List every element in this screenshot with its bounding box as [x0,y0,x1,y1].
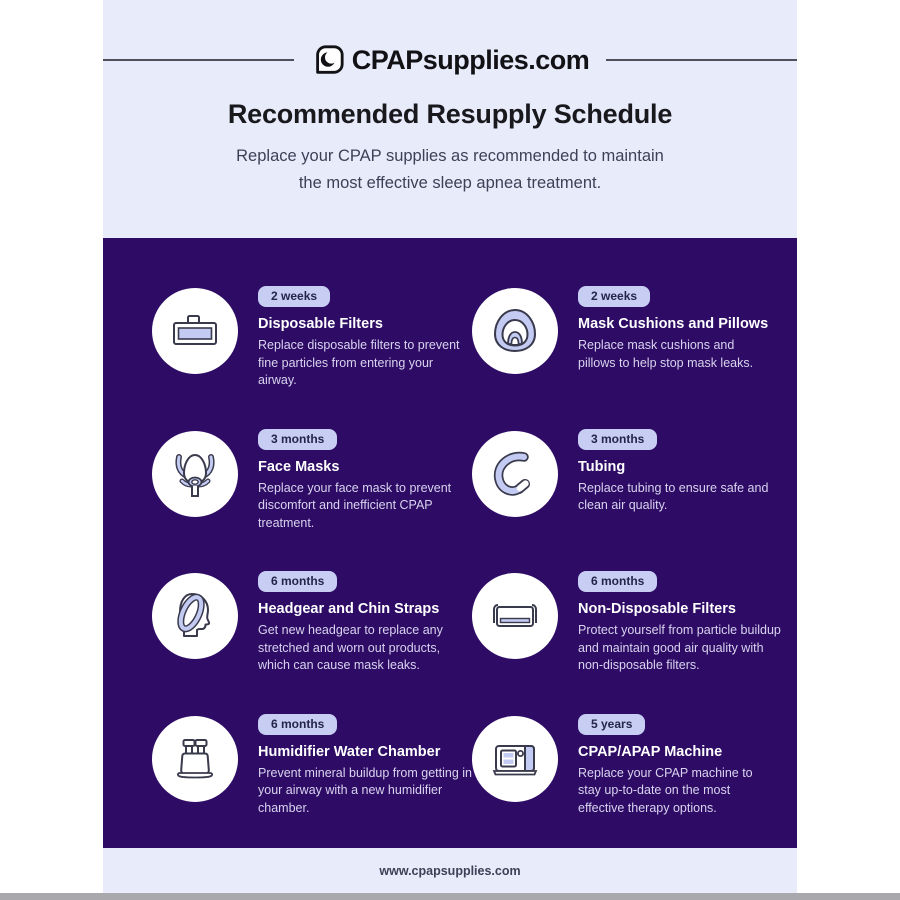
page-title: Recommended Resupply Schedule [227,99,673,129]
item-title: Headgear and Chin Straps [258,601,440,617]
item-description: Prevent mineral buildup from getting in your airway with a new humidifier chamber. [258,765,473,815]
cpap-machine-icon [487,731,543,787]
item-title: Humidifier Water Chamber [258,743,441,760]
item-tubing [472,429,792,544]
icon-circle [472,716,558,802]
item-description: Replace your face mask to prevent discomfort and inefficient CPAP treatment. [258,480,452,530]
header-rule-right [606,59,797,61]
item-headgear [152,571,472,686]
interval-badge: 6 months [578,571,657,592]
item-cpap-machine [472,714,792,829]
icon-circle [152,573,238,659]
interval-badge: 2 weeks [578,286,650,307]
item-title: CPAP/APAP Machine [578,743,723,760]
item-title: Face Masks [258,458,340,475]
mask-cushion-icon [487,303,543,359]
humidifier-chamber-icon [167,731,223,787]
item-non-disposable-filters [472,571,792,686]
face-mask-icon [167,446,223,502]
item-description: Replace tubing to ensure safe and clean air quality. [578,480,769,512]
icon-circle [472,288,558,374]
item-humidifier-chamber [152,714,472,829]
non-disposable-filter-icon [487,588,543,644]
infographic-page [103,0,797,893]
item-mask-cushions [472,286,792,401]
item-description: Protect yourself from particle buildup and maintain good air quality with non-disposable filters. [578,623,781,672]
icon-circle [472,573,558,659]
item-title: Tubing [578,458,626,475]
interval-badge: 3 months [258,429,337,450]
item-title: Non-Disposable Filters [578,601,736,617]
item-description: Replace your CPAP machine to stay up-to-date on the most effective therapy options. [578,765,753,815]
moon-bubble-icon [311,43,345,77]
schedule-panel [103,238,797,848]
item-title: Disposable Filters [258,316,383,332]
icon-circle [152,288,238,374]
item-description: Get new headgear to replace any stretched and worn out products, which can cause mask leaks. [258,623,443,672]
interval-badge: 2 weeks [258,286,330,307]
item-disposable-filters [152,286,472,401]
interval-badge: 5 years [578,714,645,735]
header-rule-left [103,59,294,61]
item-title: Mask Cushions and Pillows [578,316,769,332]
subtitle-line-1: Replace your CPAP supplies as recommended to maintain [236,147,664,165]
disposable-filter-icon [167,303,223,359]
brand-name: CPAPsupplies.com [351,44,590,75]
icon-circle [152,431,238,517]
icon-circle [152,716,238,802]
interval-badge: 6 months [258,714,337,735]
icon-circle [472,431,558,517]
item-description: Replace disposable filters to prevent fine particles from entering your airway. [258,338,460,387]
subtitle-line-2: the most effective sleep apnea treatment. [298,174,602,192]
item-description: Replace mask cushions and pillows to help stop mask leaks. [578,338,754,370]
interval-badge: 3 months [578,429,657,450]
footer-url: www.cpapsupplies.com [379,864,521,878]
headgear-icon [167,588,223,644]
page-subtitle [103,143,797,197]
item-face-masks [152,429,472,544]
tubing-icon [487,446,543,502]
interval-badge: 6 months [258,571,337,592]
logo-row [103,41,797,79]
brand-logo [311,43,590,77]
bottom-edge-strip [0,893,900,900]
